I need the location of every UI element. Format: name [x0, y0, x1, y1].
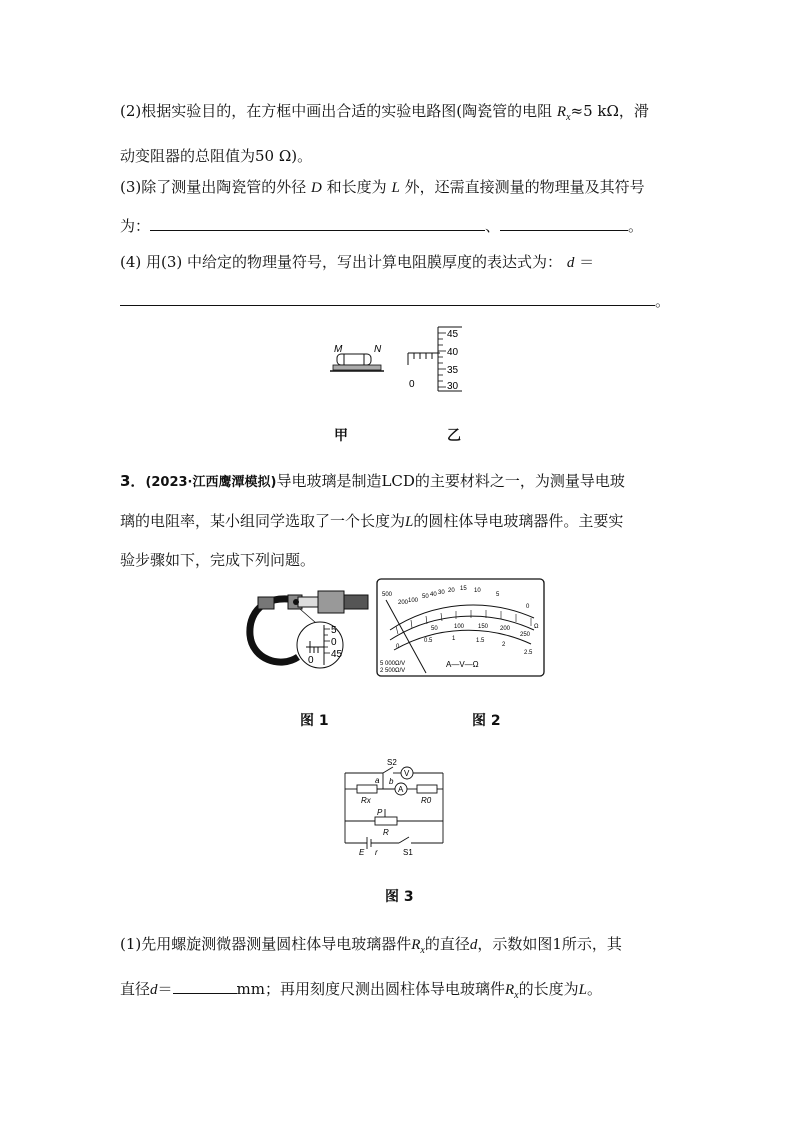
problem-3-stem: 3．(2023·江西鹰潭模拟)导电玻璃是制造LCD的主要材料之一，为测量导电玻 璃的电阻率，某小组同学选取了一个长度为L的圆柱体导电玻璃器件。主要实 验步骤如下，完成下列问题。	[120, 472, 625, 569]
svg-text:0: 0	[396, 644, 400, 650]
svg-text:200: 200	[398, 600, 409, 606]
svg-text:5: 5	[496, 592, 500, 598]
figure-yi-micrometer	[400, 325, 470, 393]
svg-text:5: 5	[331, 625, 337, 636]
svg-text:30: 30	[438, 590, 445, 596]
svg-text:Ω: Ω	[534, 624, 539, 630]
answer-blank-diameter[interactable]	[173, 977, 237, 994]
svg-text:150: 150	[478, 624, 489, 630]
svg-text:a: a	[375, 776, 380, 785]
svg-text:10: 10	[474, 588, 481, 594]
svg-text:45: 45	[331, 649, 343, 660]
svg-text:5 000Ω/V: 5 000Ω/V	[380, 661, 406, 667]
svg-text:P: P	[377, 808, 383, 817]
symbol-rx: $R_x$	[556, 104, 571, 123]
svg-text:0: 0	[526, 604, 530, 610]
svg-text:0: 0	[409, 379, 415, 390]
svg-text:R: R	[383, 828, 389, 837]
figure-2-multimeter	[376, 578, 546, 678]
svg-text:0: 0	[308, 655, 314, 666]
svg-text:b: b	[389, 777, 394, 786]
question-1: (1)先用螺旋测微器测量圆柱体导电玻璃器件$R_x$的直径d，示数如图1所示，其 直径d＝ mm；再用刻度尺测出圆柱体导电玻璃件$R_x$的长度为L。	[120, 935, 622, 1001]
answer-blank-expression[interactable]	[120, 289, 655, 306]
svg-text:r: r	[375, 848, 378, 857]
svg-text:200: 200	[500, 626, 511, 632]
answer-blank-1[interactable]	[150, 214, 485, 231]
svg-text:500: 500	[382, 592, 393, 598]
svg-text:S2: S2	[387, 758, 397, 767]
svg-text:E: E	[359, 848, 365, 857]
svg-text:50: 50	[431, 626, 438, 632]
svg-text:1.5: 1.5	[476, 638, 485, 644]
svg-text:A—V—Ω: A—V—Ω	[446, 660, 479, 669]
svg-text:45: 45	[447, 329, 459, 340]
svg-text:V: V	[404, 769, 410, 778]
caption-fig1: 图 1	[300, 713, 329, 729]
svg-text:R0: R0	[421, 796, 432, 805]
svg-text:15: 15	[460, 586, 467, 592]
svg-text:100: 100	[454, 624, 465, 630]
caption-fig3: 图 3	[385, 889, 414, 905]
svg-text:35: 35	[447, 365, 459, 376]
svg-text:40: 40	[430, 592, 437, 598]
svg-text:A: A	[398, 785, 404, 794]
figure-1-micrometer	[240, 583, 375, 675]
svg-text:100: 100	[408, 598, 419, 604]
caption-yi: 乙	[447, 428, 461, 444]
figure-3-circuit	[335, 755, 450, 865]
svg-text:2 500Ω/V: 2 500Ω/V	[380, 668, 406, 674]
svg-text:S1: S1	[403, 848, 413, 857]
svg-text:1: 1	[452, 636, 456, 642]
question-3: (3)除了测量出陶瓷管的外径 D 和长度为 L 外，还需直接测量的物理量及其符号 为： 、 。	[120, 178, 645, 235]
svg-text:20: 20	[448, 588, 455, 594]
svg-text:2: 2	[502, 642, 506, 648]
svg-text:0: 0	[331, 637, 337, 648]
svg-text:N: N	[374, 344, 382, 355]
figure-jia-tube	[330, 342, 390, 382]
svg-text:Rx: Rx	[361, 796, 371, 805]
question-2: (2)根据实验目的，在方框中画出合适的实验电路图(陶瓷管的电阻 $R_x\approx 5$ kΩ，滑 动变阻器的总阻值为50 Ω)。	[120, 102, 649, 165]
caption-jia: 甲	[334, 428, 348, 444]
svg-text:0.5: 0.5	[424, 638, 433, 644]
question-4: (4) 用(3) 中给定的物理量符号，写出计算电阻膜厚度的表达式为： d ＝ 。	[120, 253, 671, 310]
svg-text:M: M	[334, 344, 343, 355]
svg-text:30: 30	[447, 381, 459, 392]
svg-text:40: 40	[447, 347, 459, 358]
svg-text:50: 50	[422, 594, 429, 600]
svg-text:2.5: 2.5	[524, 650, 533, 656]
svg-text:250: 250	[520, 632, 531, 638]
caption-fig2: 图 2	[472, 713, 501, 729]
answer-blank-2[interactable]	[500, 214, 628, 231]
